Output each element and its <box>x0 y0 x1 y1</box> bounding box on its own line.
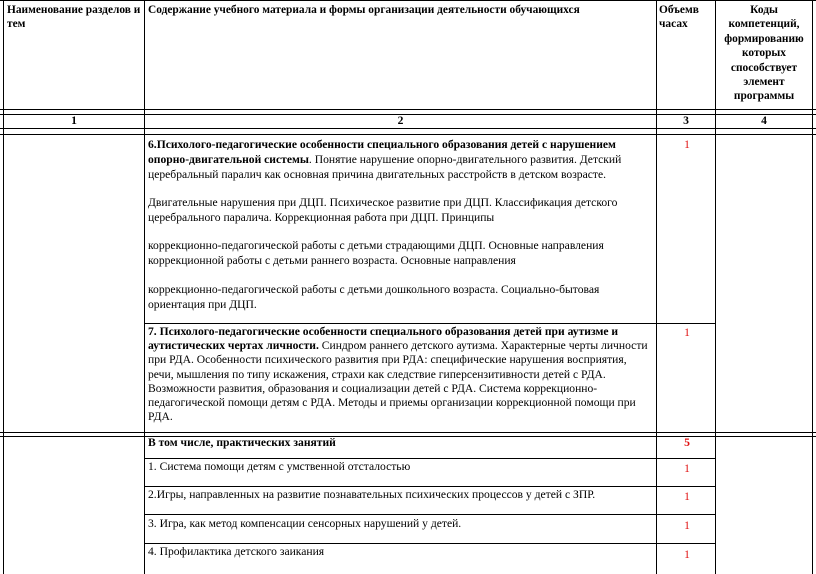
topic-6-title: 6.Психолого-педагогические особенности специального образования детей с нарушением опорно-двигательной системы <box>148 138 616 166</box>
row-divider <box>0 109 816 110</box>
row-divider <box>144 486 716 487</box>
practice-item: 1. Система помощи детям с умственной отсталостью <box>148 460 411 473</box>
topic-6-text-2: Двигательные нарушения при ДЦП. Психическое развитие при ДЦП. Классификация детского церебрального паралича. Коррекционная работа при ДЦП. Принципы <box>148 196 618 224</box>
header-competency-codes: Коды компетенций, формированию которых способствует элемент программы <box>724 4 804 103</box>
practice-item-hours: 1 <box>684 519 690 532</box>
topic-6-intro <box>148 137 648 182</box>
table-border-top <box>0 0 816 1</box>
header-hours: Объемв часах <box>659 4 699 31</box>
row-divider <box>144 458 716 459</box>
table-border-right <box>812 0 813 574</box>
row-divider <box>144 323 716 324</box>
column-divider <box>144 0 145 574</box>
topic-6-hours: 1 <box>684 138 690 151</box>
practice-item-hours: 1 <box>684 548 690 561</box>
header-content: Содержание учебного материала и формы организации деятельности обучающихся <box>148 4 580 16</box>
topic-6-text-3: коррекционно-педагогической работы с детьми страдающими ДЦП. Основные направления коррекционной работы с детьми раннего возраста. Основные направления <box>148 239 604 267</box>
column-divider <box>656 0 657 574</box>
row-divider <box>0 134 816 135</box>
column-number-3: 3 <box>683 114 689 127</box>
topic-7-text: Синдром раннего детского аутизма. Характерные черты личности при РДА. Особенности психического развития при РДА: специфические нарушения восприятия, речи, мышления по типу искажения, страхи как следствие гиперсензитивности детей с РДА. Возможности развития, образования и социализации детей с РДА. Система коррекционно-педагогической помощи детям с РДА. Методы и приемы организации коррекционной помощи при РДА. <box>148 339 648 424</box>
topic-7-hours: 1 <box>684 326 690 339</box>
topic-6-text-4: коррекционно-педагогической работы с детьми дошкольного возраста. Социально-бытовая ориентация при ДЦП. <box>148 283 600 311</box>
practice-item: 2.Игры, направленных на развитие познавательных психических процессов у детей с ЗПР. <box>148 488 596 501</box>
column-divider <box>715 0 716 574</box>
column-number-4: 4 <box>761 114 767 127</box>
row-divider <box>144 514 716 515</box>
practice-item-hours: 1 <box>684 462 690 475</box>
row-divider <box>0 432 816 433</box>
table-border-left <box>3 0 4 574</box>
practice-item-hours: 1 <box>684 490 690 503</box>
header-section-name: Наименование разделов и тем <box>7 4 141 31</box>
column-number-1: 1 <box>71 114 77 127</box>
topic-6-text-1: . Понятие нарушение опорно-двигательного развития. Детский церебральный паралич как основная причина двигательных расстройств в детском возрасте. <box>148 153 622 181</box>
practice-item: 4. Профилактика детского заикания <box>148 545 325 558</box>
practice-item: 3. Игра, как метод компенсации сенсорных нарушений у детей. <box>148 517 462 530</box>
topic-7-title: 7. Психолого-педагогические особенности специального образования детей при аутизме и аутистических чертах личности. <box>148 325 619 353</box>
practice-title: В том числе, практических занятий <box>148 436 336 449</box>
topic-7-block <box>148 325 648 424</box>
row-divider <box>144 543 716 544</box>
column-number-2: 2 <box>397 114 404 127</box>
practice-hours: 5 <box>684 436 690 449</box>
